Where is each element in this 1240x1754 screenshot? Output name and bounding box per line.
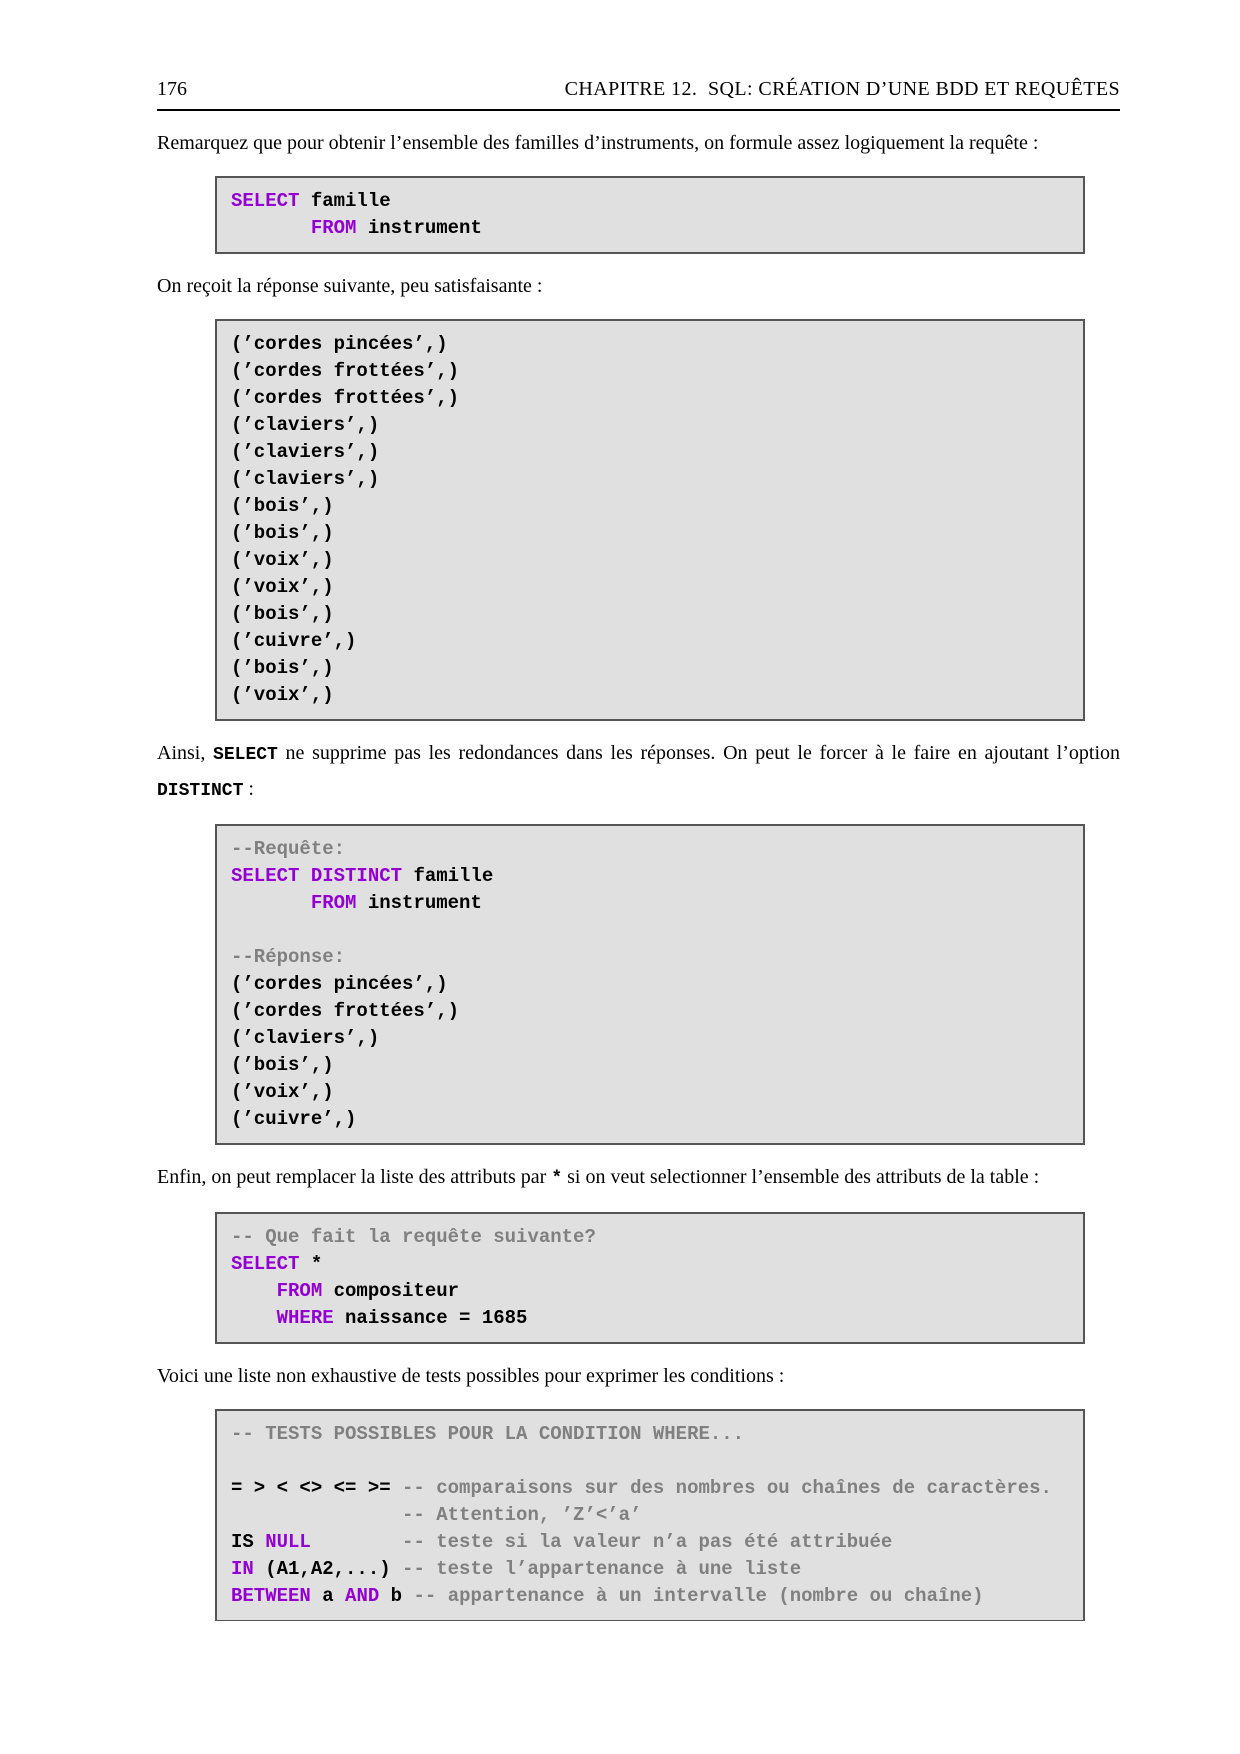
code-line bbox=[231, 836, 1069, 863]
code-line bbox=[231, 1305, 1069, 1332]
sql-code: compositeur bbox=[322, 1280, 460, 1302]
sql-code: a bbox=[310, 1585, 346, 1607]
code-block-query-select-distinct bbox=[215, 824, 1085, 1145]
paragraph-distinct bbox=[157, 736, 1120, 808]
header-rule bbox=[157, 109, 1120, 111]
code-line bbox=[231, 1502, 1069, 1529]
text-run: Remarquez que pour obtenir l’ensemble des familles d’instruments, on formule assez logiquement la requête : bbox=[157, 132, 1039, 154]
code-line bbox=[231, 655, 1069, 682]
sql-comment: -- teste si la valeur n’a pas été attribuée bbox=[402, 1531, 893, 1553]
sql-keyword: DISTINCT bbox=[310, 865, 403, 887]
code-line bbox=[231, 917, 1069, 944]
text-run: si on veut selectionner l’ensemble des attributs de la table : bbox=[562, 1166, 1040, 1188]
sql-code: (’cordes frottées’,) bbox=[231, 360, 460, 382]
sql-keyword: BETWEEN bbox=[231, 1585, 311, 1607]
sql-code: (’bois’,) bbox=[231, 603, 334, 625]
sql-keyword: WHERE bbox=[276, 1307, 334, 1329]
code-line bbox=[231, 385, 1069, 412]
text-run: : bbox=[243, 778, 254, 800]
code-line bbox=[231, 1278, 1069, 1305]
sql-keyword: AND bbox=[345, 1585, 380, 1607]
sql-comment: -- Attention, ’Z’<’a’ bbox=[402, 1504, 642, 1526]
paragraph-intro-query bbox=[157, 126, 1120, 160]
sql-code bbox=[311, 1531, 402, 1553]
sql-keyword: FROM bbox=[310, 892, 357, 914]
code-line bbox=[231, 188, 1069, 215]
code-line bbox=[231, 1052, 1069, 1079]
sql-code: (’bois’,) bbox=[231, 522, 334, 544]
code-line bbox=[231, 998, 1069, 1025]
code-line bbox=[231, 547, 1069, 574]
sql-code: (’voix’,) bbox=[231, 549, 334, 571]
code-line bbox=[231, 1529, 1069, 1556]
sql-comment: --Requête: bbox=[231, 838, 346, 860]
code-block-response-famille bbox=[215, 319, 1085, 721]
sql-code: (’bois’,) bbox=[231, 495, 334, 517]
code-line bbox=[231, 520, 1069, 547]
sql-code bbox=[231, 1504, 402, 1526]
sql-code: (’voix’,) bbox=[231, 576, 334, 598]
sql-code: (’claviers’,) bbox=[231, 1027, 380, 1049]
code-line bbox=[231, 863, 1069, 890]
code-line bbox=[231, 1251, 1069, 1278]
code-line bbox=[231, 682, 1069, 709]
code-line bbox=[231, 628, 1069, 655]
sql-code: instrument bbox=[356, 217, 482, 239]
text-run: Enfin, on peut remplacer la liste des attributs par bbox=[157, 1166, 552, 1188]
sql-code bbox=[231, 892, 311, 914]
sql-code: instrument bbox=[356, 892, 482, 914]
code-block-query-select-star bbox=[215, 1212, 1085, 1344]
sql-keyword: SELECT bbox=[231, 1253, 300, 1275]
sql-keyword: SELECT bbox=[231, 190, 300, 212]
sql-comment: -- teste l’appartenance à une liste bbox=[402, 1558, 802, 1580]
sql-comment: --Réponse: bbox=[231, 946, 346, 968]
text-run: ne supprime pas les redondances dans les réponses. On peut le forcer à le faire en ajoutant l’option bbox=[277, 742, 1120, 764]
code-line bbox=[231, 466, 1069, 493]
code-line bbox=[231, 1475, 1069, 1502]
sql-code: (’bois’,) bbox=[231, 1054, 334, 1076]
page-header bbox=[157, 76, 1120, 109]
code-line bbox=[231, 574, 1069, 601]
sql-code bbox=[231, 1280, 277, 1302]
sql-code bbox=[231, 1307, 277, 1329]
code-line bbox=[231, 1556, 1069, 1583]
code-line bbox=[231, 1025, 1069, 1052]
sql-code: famille bbox=[299, 190, 391, 212]
code-line bbox=[231, 890, 1069, 917]
sql-keyword: NULL bbox=[265, 1531, 311, 1553]
sql-code: (’cordes pincées’,) bbox=[231, 973, 448, 995]
chapter-title: CHAPITRE 12. SQL: CRÉATION D’UNE BDD ET REQUÊTES bbox=[564, 78, 1120, 100]
sql-code: (’claviers’,) bbox=[231, 414, 380, 436]
code-line bbox=[231, 944, 1069, 971]
sql-keyword: IN bbox=[231, 1558, 254, 1580]
sql-code: (’voix’,) bbox=[231, 1081, 334, 1103]
paragraph-star bbox=[157, 1160, 1120, 1196]
inline-code: * bbox=[551, 1169, 563, 1189]
code-line bbox=[231, 493, 1069, 520]
page-number: 176 bbox=[157, 78, 187, 100]
sql-comment: -- appartenance à un intervalle (nombre ou chaîne) bbox=[413, 1585, 984, 1607]
code-line bbox=[231, 1224, 1069, 1251]
inline-code: DISTINCT bbox=[157, 781, 244, 801]
sql-code: naissance = 1685 bbox=[333, 1307, 528, 1329]
sql-code: (’bois’,) bbox=[231, 657, 334, 679]
code-line bbox=[231, 1079, 1069, 1106]
sql-code: (’cuivre’,) bbox=[231, 1108, 357, 1130]
sql-comment: -- comparaisons sur des nombres ou chaînes de caractères. bbox=[402, 1477, 1052, 1499]
sql-code: (A1,A2,...) bbox=[253, 1558, 403, 1580]
inline-code: SELECT bbox=[213, 745, 278, 765]
sql-code: (’claviers’,) bbox=[231, 468, 380, 490]
sql-code: * bbox=[299, 1253, 323, 1275]
sql-code: (’cuivre’,) bbox=[231, 630, 357, 652]
code-line bbox=[231, 601, 1069, 628]
sql-comment: -- Que fait la requête suivante? bbox=[231, 1226, 596, 1248]
code-block-where-condition-tests bbox=[215, 1409, 1085, 1621]
code-line bbox=[231, 331, 1069, 358]
code-line bbox=[231, 439, 1069, 466]
code-line bbox=[231, 971, 1069, 998]
text-run: Voici une liste non exhaustive de tests possibles pour exprimer les conditions : bbox=[157, 1365, 785, 1387]
sql-code: (’voix’,) bbox=[231, 684, 334, 706]
sql-code: famille bbox=[402, 865, 494, 887]
text-run: On reçoit la réponse suivante, peu satisfaisante : bbox=[157, 275, 543, 297]
code-line bbox=[231, 358, 1069, 385]
sql-code: IS bbox=[231, 1531, 266, 1553]
code-line bbox=[231, 1583, 1069, 1610]
paragraph-response-intro bbox=[157, 269, 1120, 303]
paragraph-tests-intro bbox=[157, 1359, 1120, 1393]
code-line bbox=[231, 1448, 1069, 1475]
sql-code: b bbox=[379, 1585, 414, 1607]
sql-code: (’cordes pincées’,) bbox=[231, 333, 448, 355]
sql-code bbox=[231, 217, 311, 239]
sql-code bbox=[299, 865, 310, 887]
sql-keyword: SELECT bbox=[231, 865, 300, 887]
code-line bbox=[231, 412, 1069, 439]
text-run: Ainsi, bbox=[157, 742, 214, 764]
sql-code: (’claviers’,) bbox=[231, 441, 380, 463]
sql-comment: -- TESTS POSSIBLES POUR LA CONDITION WHERE... bbox=[231, 1423, 745, 1445]
code-line bbox=[231, 1421, 1069, 1448]
sql-code: = > < <> <= >= bbox=[231, 1477, 403, 1499]
code-block-query-select-famille bbox=[215, 176, 1085, 254]
sql-code: (’cordes frottées’,) bbox=[231, 387, 460, 409]
code-line bbox=[231, 1106, 1069, 1133]
sql-keyword: FROM bbox=[276, 1280, 323, 1302]
sql-code: (’cordes frottées’,) bbox=[231, 1000, 460, 1022]
sql-keyword: FROM bbox=[310, 217, 357, 239]
code-line bbox=[231, 215, 1069, 242]
